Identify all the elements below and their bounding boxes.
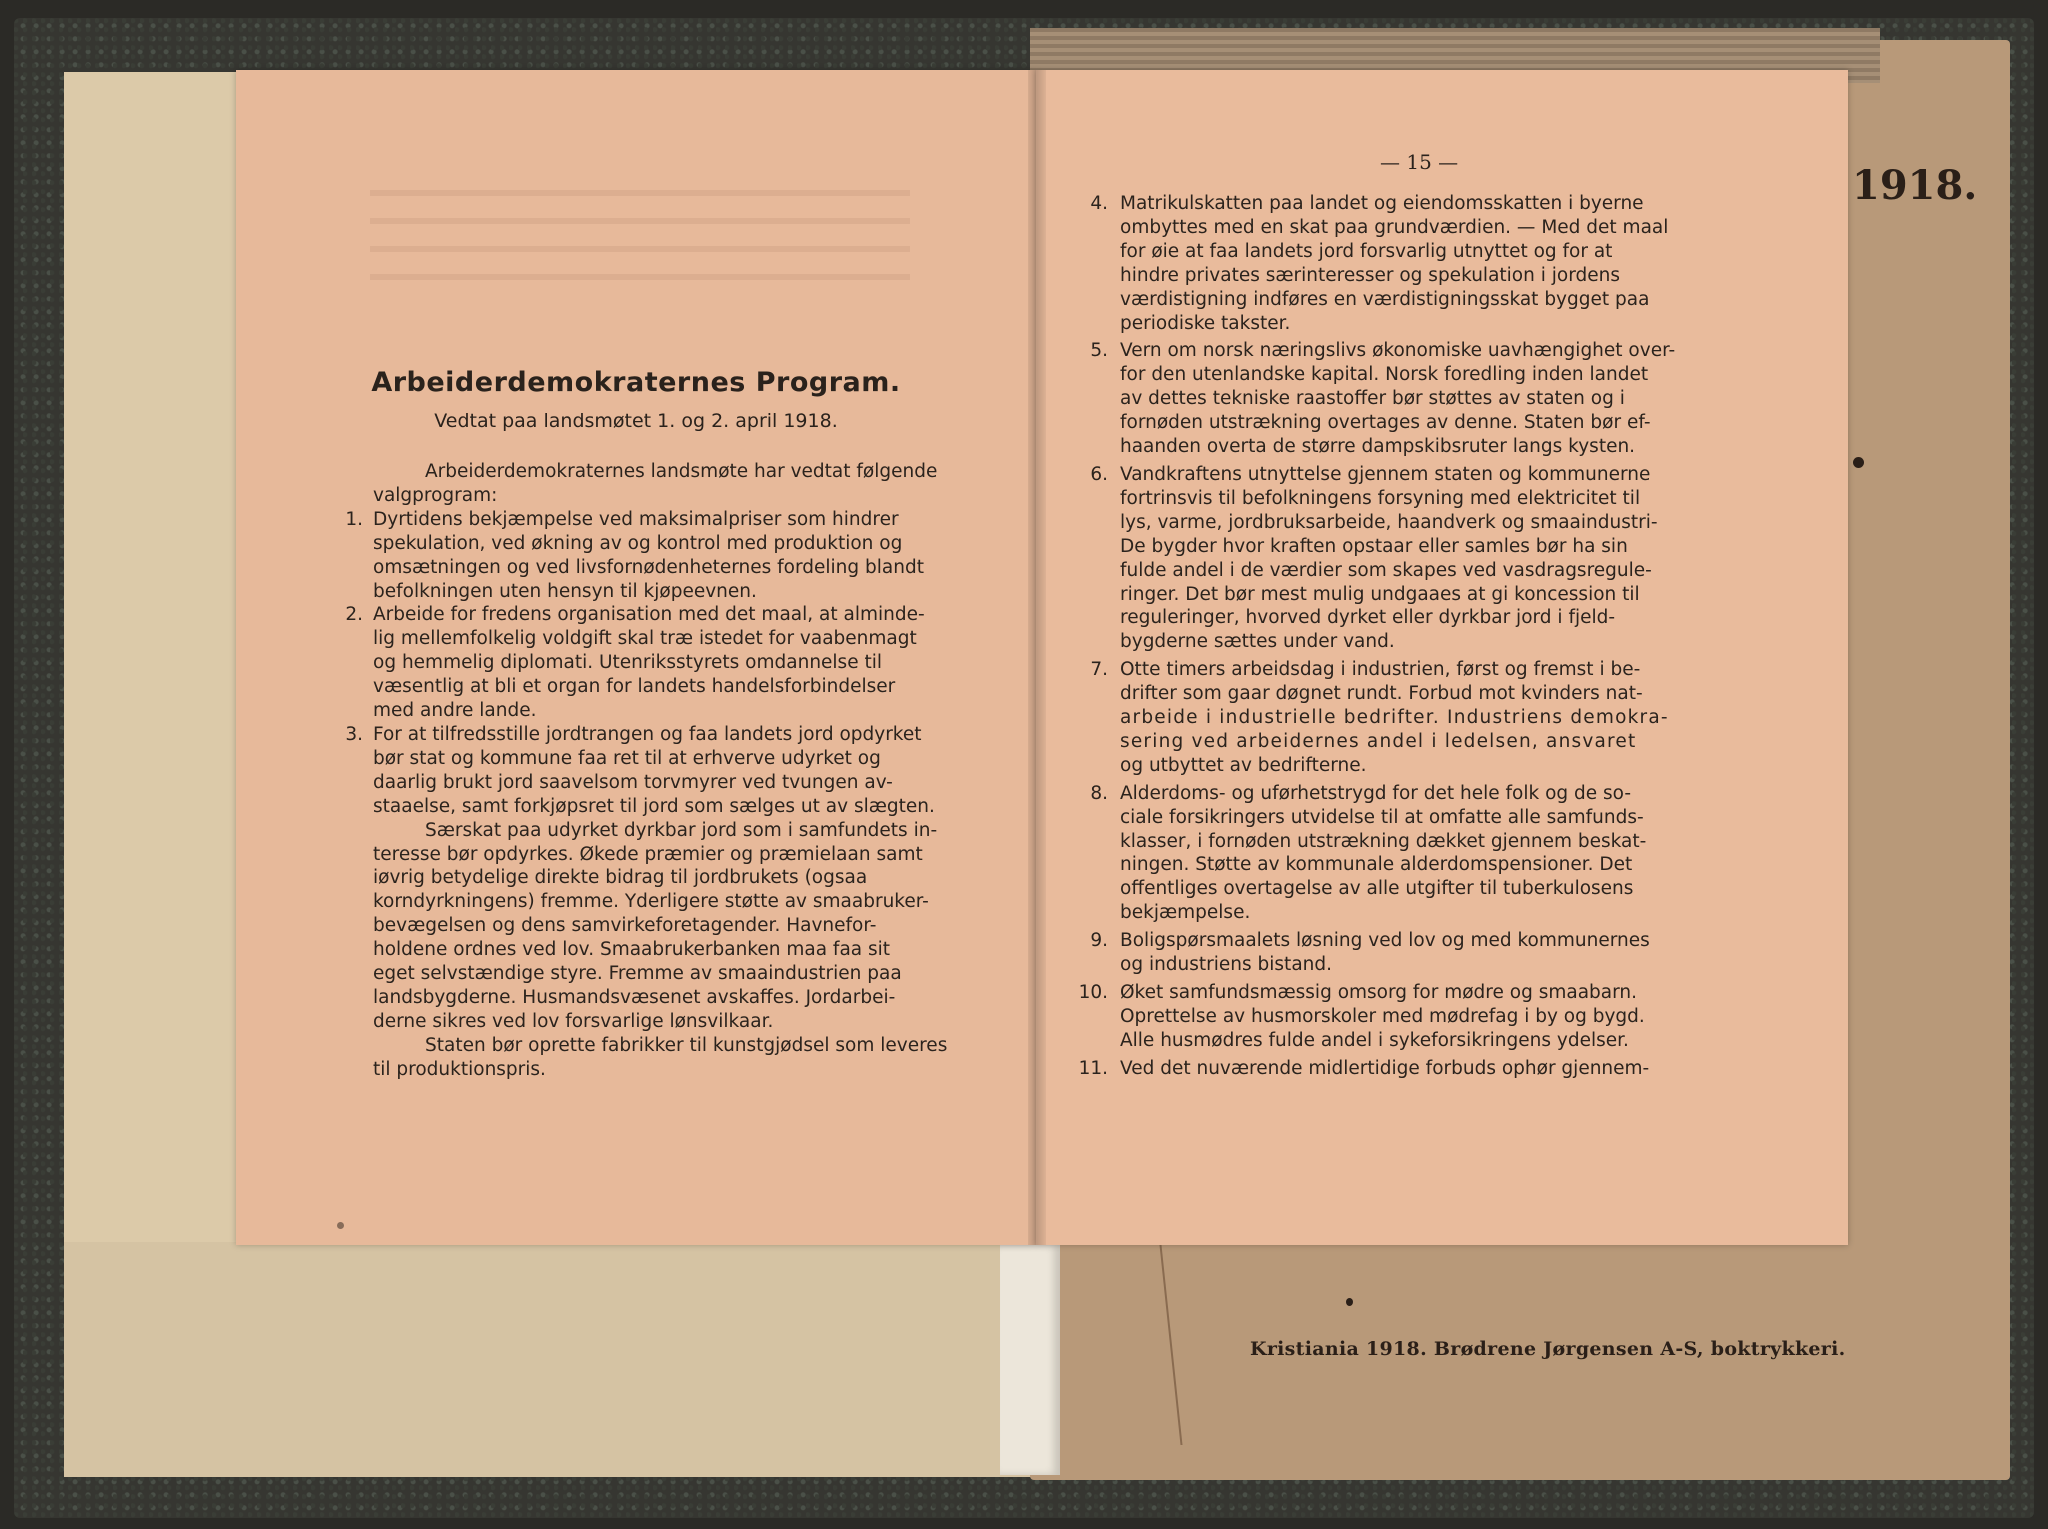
item-line: ningen. Støtte av kommunale alderdomspensioner. Det bbox=[1120, 854, 1633, 876]
item-line: hindre privates særinteresser og spekulation i jordens bbox=[1120, 264, 1620, 286]
item-line: Ved det nuværende midlertidige forbuds ophør gjennem- bbox=[1120, 1057, 1650, 1079]
para-line: iøvrig betydelige direkte bidrag til jordbrukets (ogsaa bbox=[373, 867, 868, 889]
item-line: ciale forsikringers utvidelse til at omfatte alle samfunds- bbox=[1120, 806, 1644, 828]
show-through-text bbox=[370, 190, 910, 280]
item-line: og utbyttet av bedrifterne. bbox=[1120, 754, 1367, 776]
item-number: 7. bbox=[1090, 659, 1108, 681]
item-number: 6. bbox=[1090, 463, 1108, 485]
item-line: For at tilfredsstille jordtrangen og faa landets jord opdyrket bbox=[373, 723, 922, 745]
intro-paragraph bbox=[373, 460, 973, 508]
item-line: sering ved arbeidernes andel i ledelsen, ansvaret bbox=[1120, 730, 1637, 752]
program-item bbox=[1090, 929, 1730, 977]
program-item bbox=[1090, 463, 1730, 654]
item-line: haanden overta de større dampskibsruter langs kysten. bbox=[1120, 436, 1636, 458]
item-line: Vern om norsk næringslivs økonomiske uavhængighet over- bbox=[1120, 340, 1676, 362]
back-cover-year: 1918. bbox=[1852, 162, 1978, 209]
item-number: 5. bbox=[1090, 340, 1108, 362]
para-line: teresse bør opdyrkes. Økede præmier og præmielaan samt bbox=[373, 843, 923, 865]
item-line: ombyttes med en skat paa grundværdien. — Med det maal bbox=[1120, 216, 1669, 238]
item-line: Matrikulskatten paa landet og eiendomsskatten i byerne bbox=[1120, 193, 1644, 214]
item-line: Arbeide for fredens organisation med det maal, at alminde- bbox=[373, 604, 925, 626]
ink-dot bbox=[1853, 457, 1864, 468]
page-subtitle: Vedtat paa landsmøtet 1. og 2. april 1918. bbox=[434, 410, 838, 432]
page-number: — 15 — bbox=[1380, 150, 1459, 174]
item-line: og hemmelig diplomati. Utenriksstyrets omdannelse til bbox=[373, 652, 882, 674]
item-line: befolkningen uten hensyn til kjøpeevnen. bbox=[373, 580, 757, 602]
item-number: 3. bbox=[345, 723, 363, 745]
item-line: Alle husmødres fulde andel i sykeforsikringens ydelser. bbox=[1120, 1029, 1629, 1051]
item-line: arbeide i industrielle bedrifter. Industriens demokra- bbox=[1120, 707, 1669, 729]
item-line: De bygder hvor kraften opstaar eller samles bør ha sin bbox=[1120, 535, 1628, 557]
item-line: lig mellemfolkelig voldgift skal træ istedet for vaabenmagt bbox=[373, 628, 917, 650]
item-line: værdistigning indføres en værdistigningsskat bygget paa bbox=[1120, 288, 1650, 310]
program-item bbox=[1090, 192, 1730, 335]
item-line: offentliges overtagelse av alle utgifter til tuberkulosens bbox=[1120, 878, 1634, 900]
item-line: Vandkraftens utnyttelse gjennem staten og kommunerne bbox=[1120, 463, 1651, 485]
item-line: av dettes tekniske raastoffer bør støttes av staten og i bbox=[1120, 388, 1625, 410]
para-line: Staten bør oprette fabrikker til kunstgjødsel som leveres bbox=[425, 1034, 948, 1056]
program-item bbox=[1090, 339, 1730, 459]
item-line: væsentlig at bli et organ for landets handelsforbindelser bbox=[373, 676, 896, 698]
item-line: staaelse, samt forkjøpsret til jord som sælges ut av slægten. bbox=[373, 795, 935, 817]
endpaper-lower bbox=[64, 1242, 1044, 1477]
item-line: drifter som gaar døgnet rundt. Forbud mot kvinders nat- bbox=[1120, 683, 1643, 705]
body-paragraph bbox=[373, 1034, 973, 1082]
item-line: Otte timers arbeidsdag i industrien, først og fremst i be- bbox=[1120, 659, 1641, 681]
item-number: 8. bbox=[1090, 782, 1108, 804]
item-line: for den utenlandske kapital. Norsk foredling inden landet bbox=[1120, 364, 1649, 386]
item-number: 10. bbox=[1078, 982, 1108, 1003]
item-line: med andre lande. bbox=[373, 700, 537, 722]
book-gutter bbox=[1028, 70, 1046, 1245]
para-line: holdene ordnes ved lov. Smaabrukerbanken maa faa sit bbox=[373, 939, 891, 961]
program-item bbox=[345, 508, 973, 604]
item-line: for øie at faa landets jord forsvarlig utnyttet og for at bbox=[1120, 240, 1613, 262]
item-line: Boligspørsmaalets løsning ved lov og med kommunernes bbox=[1120, 930, 1650, 952]
item-line: ringer. Det bør mest mulig undgaaes at gi koncession til bbox=[1120, 583, 1640, 605]
para-line: korndyrkningens) fremme. Yderligere støtte av smaabruker- bbox=[373, 891, 929, 913]
item-line: bekjæmpelse. bbox=[1120, 902, 1251, 924]
para-line: bevægelsen og dens samvirkeforetagender. Havnefor- bbox=[373, 915, 877, 937]
item-line: fortrinsvis til befolkningens forsyning med elektricitet til bbox=[1120, 487, 1641, 509]
ink-dot bbox=[1346, 1298, 1353, 1306]
body-paragraph bbox=[373, 819, 973, 1034]
item-line: Dyrtidens bekjæmpelse ved maksimalpriser som hindrer bbox=[373, 508, 899, 530]
intro-line: Arbeiderdemokraternes landsmøte har vedtat følgende bbox=[425, 461, 938, 482]
item-line: daarlig brukt jord saavelsom torvmyrer ved tvungen av- bbox=[373, 771, 893, 793]
item-line: omsætningen og ved livsfornødenheternes fordeling blandt bbox=[373, 556, 924, 578]
para-line: Særskat paa udyrket dyrkbar jord som i samfundets in- bbox=[425, 819, 938, 841]
right-column bbox=[1078, 192, 1730, 1081]
item-line: bør stat og kommune faa ret til at erhverve udyrket og bbox=[373, 747, 881, 769]
printer-imprint: Kristiania 1918. Brødrene Jørgensen A-S, boktrykkeri. bbox=[1250, 1338, 1846, 1360]
item-line: Alderdoms- og uførhetstrygd for det hele folk og de so- bbox=[1120, 782, 1632, 804]
program-item bbox=[345, 723, 973, 819]
item-line: Øket samfundsmæssig omsorg for mødre og smaabarn. bbox=[1120, 982, 1638, 1003]
page-title: Arbeiderdemokraternes Program. bbox=[371, 367, 901, 398]
item-line: fornøden utstrækning overtages av denne. Staten bør ef- bbox=[1120, 412, 1651, 434]
item-number: 1. bbox=[345, 508, 363, 530]
program-item bbox=[1090, 782, 1730, 925]
program-item bbox=[1078, 1057, 1730, 1081]
item-line: lys, varme, jordbruksarbeide, haandverk og smaaindustri- bbox=[1120, 511, 1658, 533]
program-item bbox=[345, 603, 973, 723]
item-number: 2. bbox=[345, 604, 363, 626]
item-line: spekulation, ved økning av og kontrol med produktion og bbox=[373, 532, 903, 554]
ink-dot bbox=[337, 1222, 344, 1229]
item-line: bygderne sættes under vand. bbox=[1120, 631, 1395, 653]
item-line: fulde andel i de værdier som skapes ved vasdragsregule- bbox=[1120, 559, 1652, 581]
spine-cloth bbox=[1000, 1245, 1060, 1475]
item-line: Oprettelse av husmorskoler med mødrefag i by og bygd. bbox=[1120, 1005, 1645, 1027]
intro-line: valgprogram: bbox=[373, 484, 498, 506]
program-item bbox=[1078, 981, 1730, 1053]
para-line: eget selvstændige styre. Fremme av smaaindustrien paa bbox=[373, 963, 902, 985]
item-line: periodiske takster. bbox=[1120, 312, 1291, 334]
para-line: landsbygderne. Husmandsvæsenet avskaffes. Jordarbei- bbox=[373, 986, 896, 1008]
item-line: reguleringer, hvorved dyrket eller dyrkbar jord i fjeld- bbox=[1120, 607, 1616, 629]
item-number: 4. bbox=[1090, 193, 1108, 214]
left-column bbox=[345, 460, 973, 1082]
para-line: derne sikres ved lov forsvarlige lønsvilkaar. bbox=[373, 1010, 774, 1032]
item-line: og industriens bistand. bbox=[1120, 954, 1333, 976]
item-number: 9. bbox=[1090, 930, 1108, 952]
item-line: klasser, i fornøden utstrækning dækket gjennem beskat- bbox=[1120, 830, 1647, 852]
para-line: til produktionspris. bbox=[373, 1058, 546, 1080]
item-number: 11. bbox=[1078, 1057, 1108, 1079]
program-item bbox=[1090, 658, 1730, 778]
